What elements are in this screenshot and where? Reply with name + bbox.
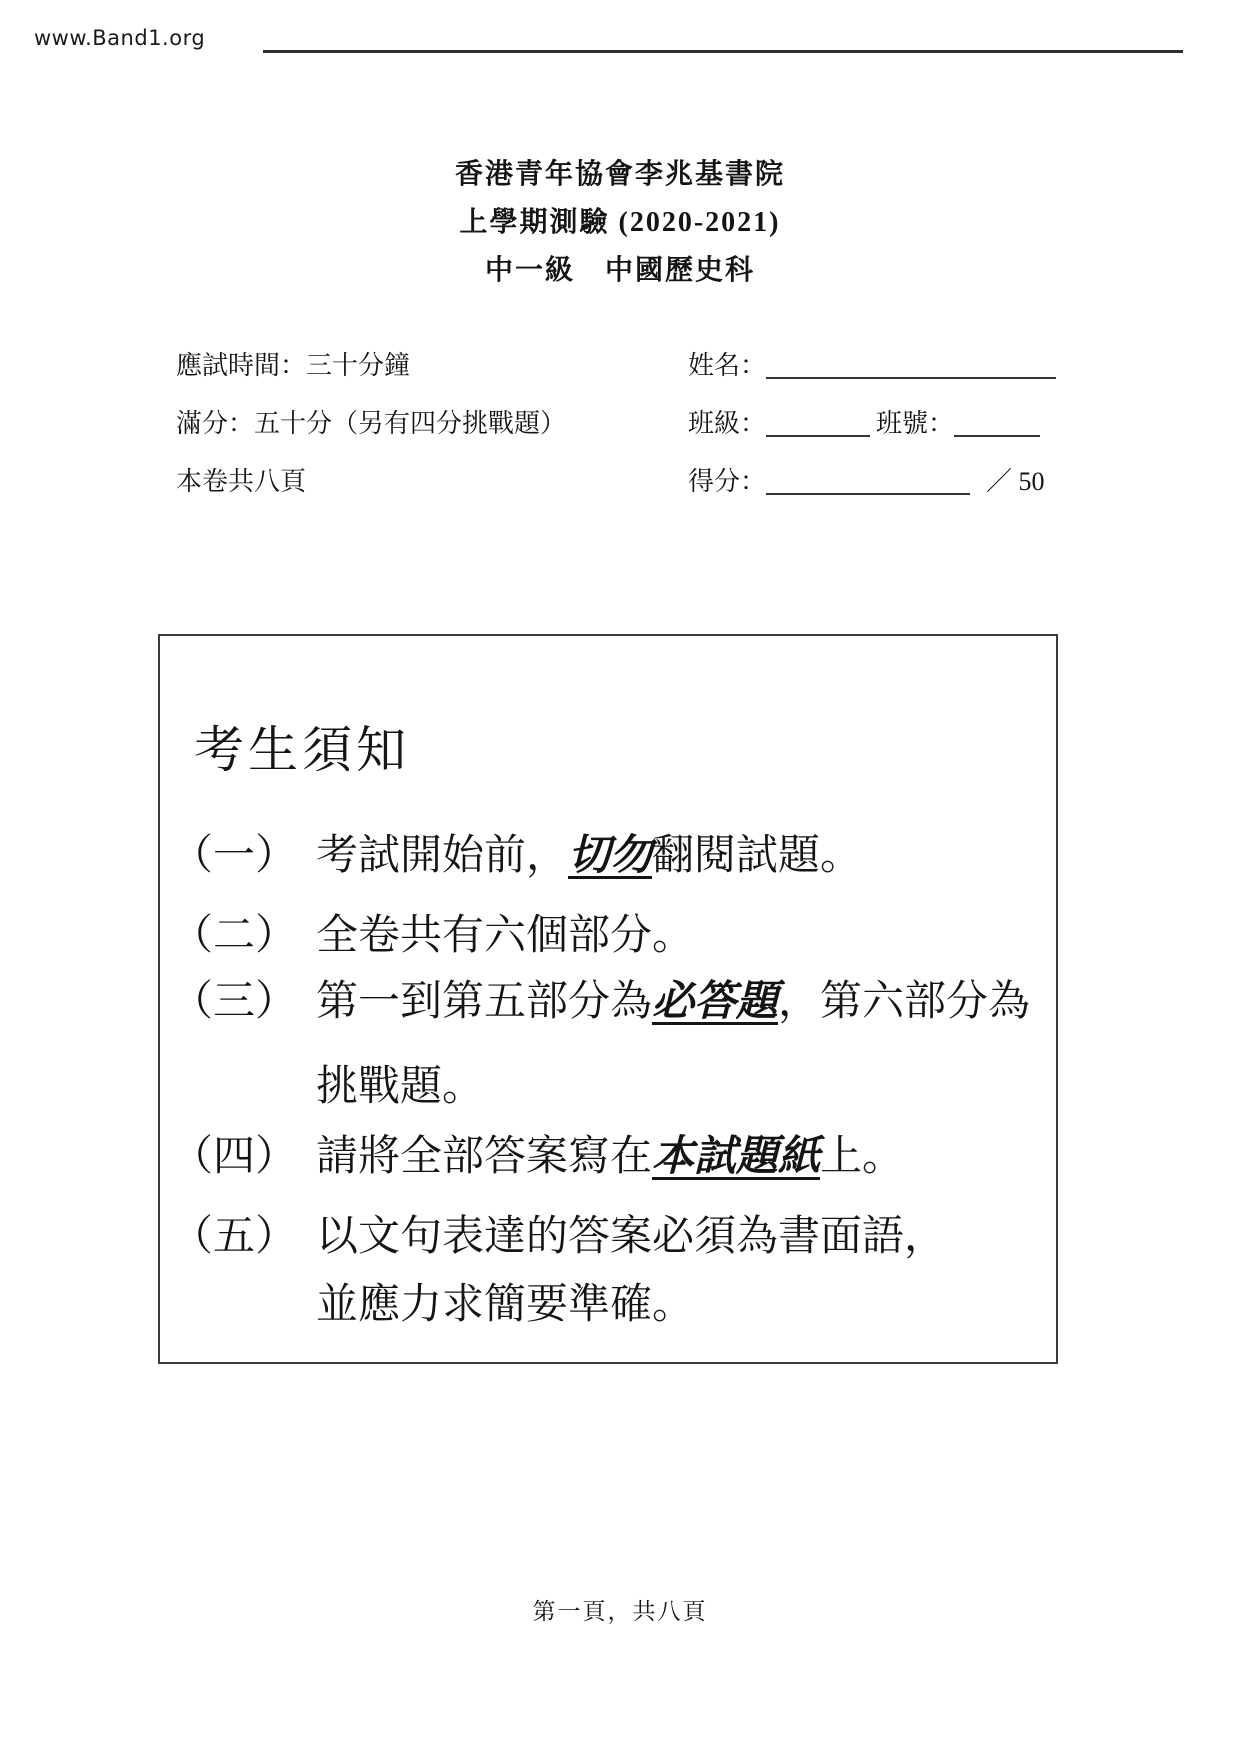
exam-duration: 應試時間：三十分鐘 <box>176 351 411 380</box>
page-footer: 第一頁，共八頁 <box>532 1599 708 1624</box>
notice-item-3-number: （三） <box>171 979 298 1025</box>
notice-item-1-post: 翻閱試題。 <box>652 833 863 879</box>
watermark-url: www.Band1.org <box>34 26 206 50</box>
notice-item-4-emphasis: 本試題紙 <box>652 1134 821 1180</box>
notice-box <box>158 634 1058 1364</box>
exam-title: 上學期測驗 (2020-2021) <box>459 207 781 238</box>
school-name: 香港青年協會李兆基書院 <box>454 159 785 190</box>
class-blank <box>766 434 870 437</box>
notice-item-1-pre: 考試開始前， <box>316 833 569 879</box>
notice-item-5-pre: 以文句表達的答案必須為書面語， <box>316 1214 947 1260</box>
full-marks: 滿分：五十分（另有四分挑戰題） <box>176 409 567 438</box>
page-count: 本卷共八頁 <box>176 467 307 496</box>
notice-item-2-pre: 全卷共有六個部分。 <box>316 913 695 959</box>
notice-item-1-text <box>316 822 862 882</box>
header-rule <box>263 50 1183 53</box>
score-blank <box>766 492 970 495</box>
notice-item-3-pre: 第一到第五部分為 <box>316 979 653 1025</box>
notice-item-3-post: ，第六部分為 <box>778 979 1031 1025</box>
notice-item-4-post: 上。 <box>820 1134 905 1180</box>
name-blank <box>766 376 1056 379</box>
notice-item-4-number: （四） <box>171 1134 298 1180</box>
notice-item-3-text <box>316 968 1030 1028</box>
notice-item-3-emphasis: 必答題 <box>652 979 779 1025</box>
score-label: 得分： <box>688 467 767 496</box>
notice-item-2-text <box>316 902 694 962</box>
notice-item-5-line2: 並應力求簡要準確。 <box>316 1282 695 1328</box>
notice-item-3-line2: 挑戰題。 <box>316 1064 485 1110</box>
notice-title: 考生須知 <box>194 722 410 778</box>
notice-item-4-pre: 請將全部答案寫在 <box>316 1134 653 1180</box>
class-number-blank <box>954 434 1040 437</box>
notice-item-5-text <box>316 1203 946 1263</box>
notice-item-1-number: （一） <box>171 833 298 879</box>
notice-item-1-emphasis: 切勿 <box>568 833 653 879</box>
name-label: 姓名： <box>688 351 767 380</box>
notice-item-4-text <box>316 1123 904 1183</box>
notice-item-5-number: （五） <box>171 1214 298 1260</box>
class-label: 班級： <box>688 409 767 438</box>
score-denominator: ／ 50 <box>986 467 1045 496</box>
class-number-label: 班號： <box>876 409 955 438</box>
score-row <box>688 461 1045 498</box>
class-row <box>688 403 1040 440</box>
notice-item-2-number: （二） <box>171 913 298 959</box>
name-row <box>688 345 1056 382</box>
grade-subject: 中一級 中國歷史科 <box>484 255 755 286</box>
